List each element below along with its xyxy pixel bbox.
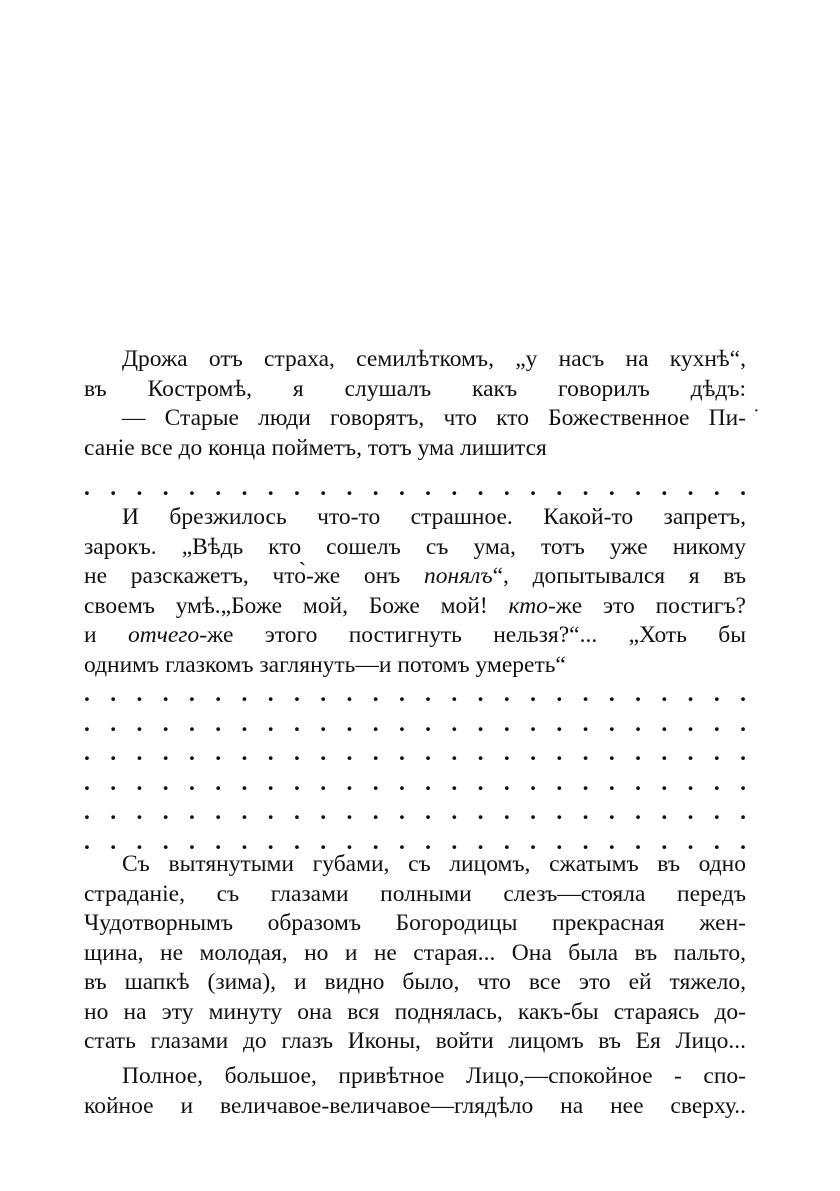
- text-line: но на эту минуту она вся поднялась, какъ-бы стараясь до-: [84, 998, 746, 1025]
- text-line: — Старые люди говорятъ, что кто Божественное Пи-: [122, 405, 746, 431]
- text-line-with-emphasis: [84, 621, 746, 651]
- dot-separator-2: [84, 680, 746, 857]
- text-segment: и: [84, 622, 128, 648]
- text-line: щина, не молодая, но и не старая... Она была въ пальто,: [84, 939, 746, 966]
- text-segment: -же этого постигнуть нельзя?“... „Хоть бы: [199, 622, 746, 648]
- text-line: койное и величавое-величавое—глядѣло на нее сверху..: [84, 1092, 746, 1119]
- emphasis-text: кто: [508, 592, 548, 619]
- text-line: стать глазами до глазъ Иконы, войти лицомъ въ Ея Лицо...: [84, 1028, 746, 1054]
- dot-line: . . . . . . . . . . . . . . . . . . . . . . . . . .: [84, 710, 746, 737]
- text-line-with-emphasis: [84, 592, 746, 622]
- dot-line: . . . . . . . . . . . . . . . . . . . . . . . . . .: [84, 740, 746, 766]
- paragraph-4: [84, 1062, 746, 1121]
- dot-line: . . . . . . . . . . . . . . . . . . . . . . . . . .: [84, 681, 746, 707]
- paragraph-3: [84, 850, 746, 1057]
- dot-line: . . . . . . . . . . . . . . . . . . . . . . . . . .: [84, 828, 746, 855]
- text-line: Съ вытянутыми губами, съ лицомъ, сжатымъ въ одно: [122, 851, 746, 877]
- paragraph-1: [84, 345, 746, 463]
- emphasis-text: понялъ: [424, 563, 493, 589]
- text-segment: не разскажетъ, что̀-же онъ: [84, 563, 425, 589]
- text-line: зарокъ. „Вѣдь кто сошелъ съ ума, тотъ уже никому: [84, 533, 746, 560]
- dot-line: . . . . . . . . . . . . . . . . . . . . . . . . . .: [84, 475, 746, 501]
- text-line: Дрожа отъ страха, семилѣткомъ, „у насъ на кухнѣ“,: [122, 346, 746, 372]
- text-line: страданiе, съ глазами полными слезъ—стояла передъ: [84, 880, 746, 907]
- text-segment: “, допытывался я въ: [492, 563, 746, 589]
- text-line: санiе все до конца пойметъ, тотъ ума лишится: [84, 434, 547, 461]
- text-line: въ Костромѣ, я слушалъ какъ говорилъ дѣдъ:: [84, 375, 746, 402]
- text-line: Чудотворнымъ образомъ Богородицы прекрасная жен-: [84, 910, 746, 936]
- text-line: въ шапкѣ (зима), и видно было, что все это ей тяжело,: [84, 969, 746, 995]
- text-line: Полное, большое, привѣтное Лицо,—спокойное - спо-: [122, 1063, 746, 1089]
- text-line-with-emphasis: [84, 562, 746, 592]
- text-line: однимъ глазкомъ заглянуть—и потомъ умереть“: [84, 651, 566, 678]
- text-segment: своемъ умѣ.„Боже мой, Боже мой!: [84, 592, 509, 619]
- paragraph-2: [84, 503, 746, 680]
- dot-line: . . . . . . . . . . . . . . . . . . . . . . . . . .: [84, 799, 746, 825]
- text-line: И брезжилось что-то страшное. Какой-то запретъ,: [122, 504, 746, 530]
- text-segment: -же это постигъ?: [547, 592, 746, 619]
- scan-speck: ·: [754, 404, 759, 419]
- dot-line: . . . . . . . . . . . . . . . . . . . . . . . . . .: [84, 769, 746, 796]
- emphasis-text: отчего: [127, 622, 200, 648]
- dot-separator-1: [84, 474, 746, 504]
